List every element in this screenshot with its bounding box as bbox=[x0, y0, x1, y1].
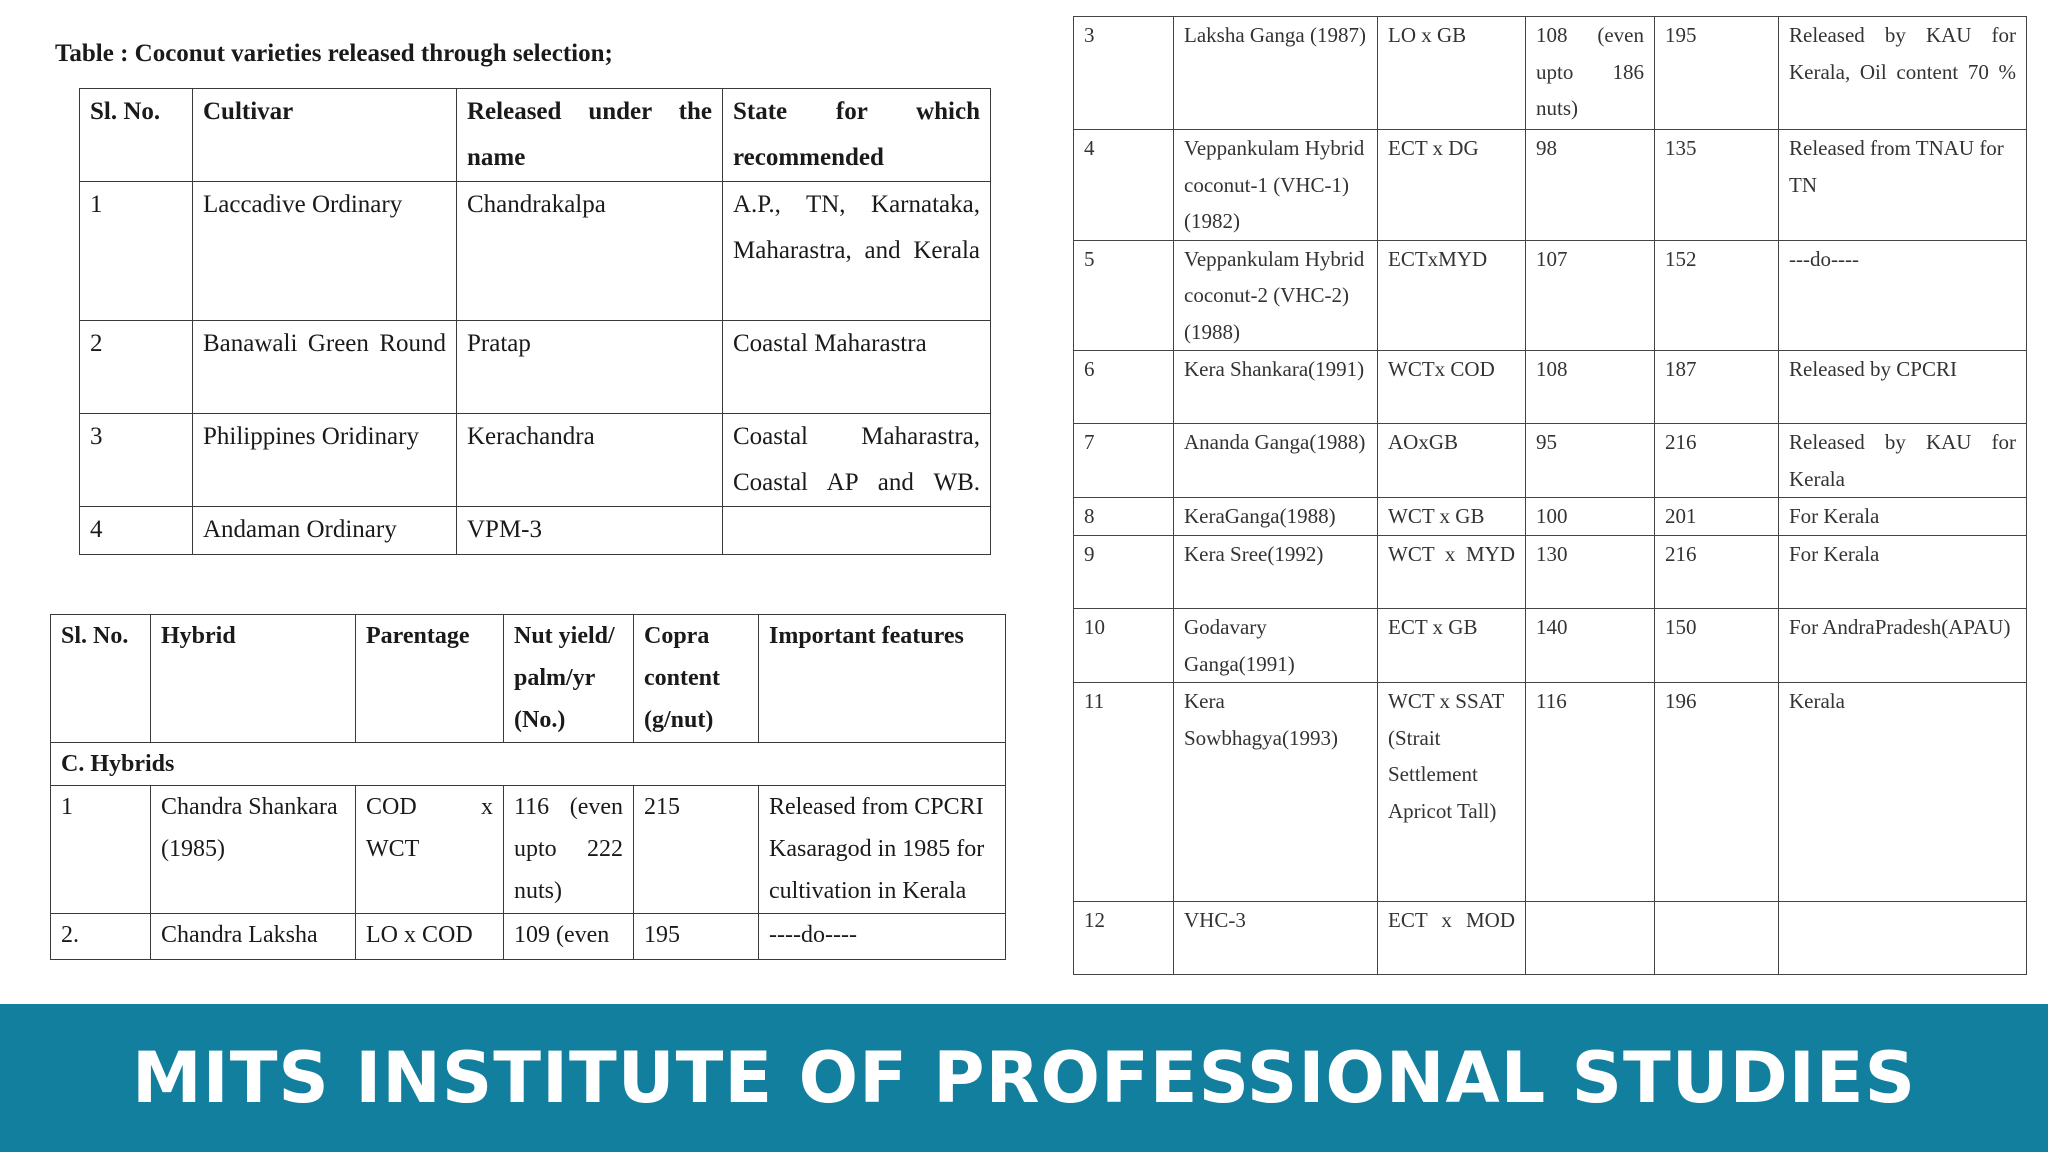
header-nut-yield: Nut yield/ palm/yr (No.) bbox=[504, 615, 634, 743]
table1-title: Table : Coconut varieties released through selection; bbox=[55, 40, 613, 67]
cell-cultivar: Philippines Oridinary bbox=[193, 414, 457, 507]
cell-name: Kerachandra bbox=[457, 414, 723, 507]
cell-cultivar: Laccadive Ordinary bbox=[193, 182, 457, 321]
cell-yield: 108 (even upto 186 nuts) bbox=[1526, 17, 1655, 130]
cell-copra: 152 bbox=[1655, 240, 1779, 351]
table-row bbox=[51, 786, 1006, 914]
cell-yield: 109 (even bbox=[504, 914, 634, 960]
cell-state: Coastal Maharastra, Coastal AP and WB. bbox=[723, 414, 991, 507]
cell-name: VPM-3 bbox=[457, 507, 723, 555]
header-features: Important features bbox=[759, 615, 1006, 743]
cell-parentage: AOxGB bbox=[1378, 424, 1526, 498]
cell-parentage: WCT x GB bbox=[1378, 498, 1526, 536]
table-header-row bbox=[51, 615, 1006, 743]
cell-copra bbox=[1655, 902, 1779, 975]
header-sl-no: Sl. No. bbox=[80, 89, 193, 182]
table-row bbox=[1074, 240, 2027, 351]
table-row bbox=[1074, 609, 2027, 683]
varieties-table bbox=[79, 88, 991, 555]
cell-sl: 4 bbox=[1074, 130, 1174, 241]
header-state: State for which recommended bbox=[723, 89, 991, 182]
cell-parentage: ECT x DG bbox=[1378, 130, 1526, 241]
cell-yield: 95 bbox=[1526, 424, 1655, 498]
cell-features: ----do---- bbox=[759, 914, 1006, 960]
cell-parentage: WCTx COD bbox=[1378, 351, 1526, 424]
cell-parentage: WCT x MYD bbox=[1378, 536, 1526, 609]
cell-sl: 9 bbox=[1074, 536, 1174, 609]
cell-yield bbox=[1526, 902, 1655, 975]
cell-yield: 116 bbox=[1526, 683, 1655, 902]
cell-hybrid: VHC-3 bbox=[1174, 902, 1378, 975]
cell-hybrid: Kera Sowbhagya(1993) bbox=[1174, 683, 1378, 902]
cell-parentage: ECTxMYD bbox=[1378, 240, 1526, 351]
cell-sl: 7 bbox=[1074, 424, 1174, 498]
cell-features: For Kerala bbox=[1779, 536, 2027, 609]
cell-sl: 10 bbox=[1074, 609, 1174, 683]
cell-yield: 98 bbox=[1526, 130, 1655, 241]
table-row bbox=[1074, 498, 2027, 536]
cell-parentage: ECT x MOD bbox=[1378, 902, 1526, 975]
cell-hybrid: Veppankulam Hybrid coconut-2 (VHC-2) (1988) bbox=[1174, 240, 1378, 351]
hybrids-table bbox=[50, 614, 1006, 960]
cell-state bbox=[723, 507, 991, 555]
cell-parentage: COD x WCT bbox=[356, 786, 504, 914]
table-row bbox=[1074, 424, 2027, 498]
cell-hybrid: Kera Sree(1992) bbox=[1174, 536, 1378, 609]
cell-sl: 12 bbox=[1074, 902, 1174, 975]
cell-yield: 140 bbox=[1526, 609, 1655, 683]
cell-parentage: LO x COD bbox=[356, 914, 504, 960]
cell-hybrid: Chandra Shankara (1985) bbox=[151, 786, 356, 914]
cell-copra: 201 bbox=[1655, 498, 1779, 536]
cell-hybrid: Ananda Ganga(1988) bbox=[1174, 424, 1378, 498]
cell-hybrid: Godavary Ganga(1991) bbox=[1174, 609, 1378, 683]
cell-parentage: WCT x SSAT (Strait Settlement Apricot Tall) bbox=[1378, 683, 1526, 902]
table-row bbox=[1074, 683, 2027, 902]
table-row bbox=[80, 321, 991, 414]
cell-features: ---do---- bbox=[1779, 240, 2027, 351]
cell-cultivar: Banawali Green Round bbox=[193, 321, 457, 414]
cell-cultivar: Andaman Ordinary bbox=[193, 507, 457, 555]
header-sl-no: Sl. No. bbox=[51, 615, 151, 743]
table-row bbox=[80, 414, 991, 507]
cell-sl: 11 bbox=[1074, 683, 1174, 902]
cell-copra: 216 bbox=[1655, 536, 1779, 609]
cell-copra: 195 bbox=[1655, 17, 1779, 130]
institute-banner bbox=[0, 1004, 2048, 1152]
cell-copra: 135 bbox=[1655, 130, 1779, 241]
cell-hybrid: Chandra Laksha bbox=[151, 914, 356, 960]
cell-hybrid: Kera Shankara(1991) bbox=[1174, 351, 1378, 424]
cell-sl: 2 bbox=[80, 321, 193, 414]
table-row bbox=[1074, 536, 2027, 609]
table-row bbox=[1074, 902, 2027, 975]
cell-copra: 195 bbox=[634, 914, 759, 960]
cell-yield: 107 bbox=[1526, 240, 1655, 351]
cell-state: A.P., TN, Karnataka, Maharastra, and Kerala bbox=[723, 182, 991, 321]
section-row bbox=[51, 743, 1006, 786]
cell-parentage: LO x GB bbox=[1378, 17, 1526, 130]
section-label: C. Hybrids bbox=[51, 743, 1006, 786]
cell-name: Chandrakalpa bbox=[457, 182, 723, 321]
cell-sl: 8 bbox=[1074, 498, 1174, 536]
cell-sl: 6 bbox=[1074, 351, 1174, 424]
cell-sl: 2. bbox=[51, 914, 151, 960]
cell-parentage: ECT x GB bbox=[1378, 609, 1526, 683]
cell-yield: 108 bbox=[1526, 351, 1655, 424]
cell-name: Pratap bbox=[457, 321, 723, 414]
table-row bbox=[80, 182, 991, 321]
cell-features: Released from CPCRI Kasaragod in 1985 for cultivation in Kerala bbox=[759, 786, 1006, 914]
cell-features: Released by CPCRI bbox=[1779, 351, 2027, 424]
cell-copra: 187 bbox=[1655, 351, 1779, 424]
cell-hybrid: Veppankulam Hybrid coconut-1 (VHC-1) (1982) bbox=[1174, 130, 1378, 241]
cell-features: Kerala bbox=[1779, 683, 2027, 902]
cell-sl: 1 bbox=[80, 182, 193, 321]
cell-yield: 130 bbox=[1526, 536, 1655, 609]
cell-yield: 100 bbox=[1526, 498, 1655, 536]
cell-yield: 116 (even upto 222 nuts) bbox=[504, 786, 634, 914]
cell-copra: 150 bbox=[1655, 609, 1779, 683]
cell-sl: 4 bbox=[80, 507, 193, 555]
cell-hybrid: KeraGanga(1988) bbox=[1174, 498, 1378, 536]
cell-copra: 216 bbox=[1655, 424, 1779, 498]
cell-features: For Kerala bbox=[1779, 498, 2027, 536]
table-row bbox=[1074, 130, 2027, 241]
header-cultivar: Cultivar bbox=[193, 89, 457, 182]
header-copra-content: Copra content (g/nut) bbox=[634, 615, 759, 743]
cell-sl: 3 bbox=[80, 414, 193, 507]
cell-features: Released by KAU for Kerala bbox=[1779, 424, 2027, 498]
cell-sl: 1 bbox=[51, 786, 151, 914]
cell-features: For AndraPradesh(APAU) bbox=[1779, 609, 2027, 683]
table-row bbox=[80, 507, 991, 555]
cell-features: Released from TNAU for TN bbox=[1779, 130, 2027, 241]
cell-state: Coastal Maharastra bbox=[723, 321, 991, 414]
table-row bbox=[1074, 351, 2027, 424]
cell-copra: 215 bbox=[634, 786, 759, 914]
cell-features bbox=[1779, 902, 2027, 975]
cell-sl: 5 bbox=[1074, 240, 1174, 351]
cell-sl: 3 bbox=[1074, 17, 1174, 130]
table-row bbox=[1074, 17, 2027, 130]
hybrids-table-continued bbox=[1073, 16, 2027, 975]
header-hybrid: Hybrid bbox=[151, 615, 356, 743]
cell-hybrid: Laksha Ganga (1987) bbox=[1174, 17, 1378, 130]
cell-features: Released by KAU for Kerala, Oil content 70 % bbox=[1779, 17, 2027, 130]
header-released-name: Released under the name bbox=[457, 89, 723, 182]
cell-copra: 196 bbox=[1655, 683, 1779, 902]
table-header-row bbox=[80, 89, 991, 182]
header-parentage: Parentage bbox=[356, 615, 504, 743]
table-row bbox=[51, 914, 1006, 960]
institute-name: MITS INSTITUTE OF PROFESSIONAL STUDIES bbox=[131, 1037, 1916, 1119]
